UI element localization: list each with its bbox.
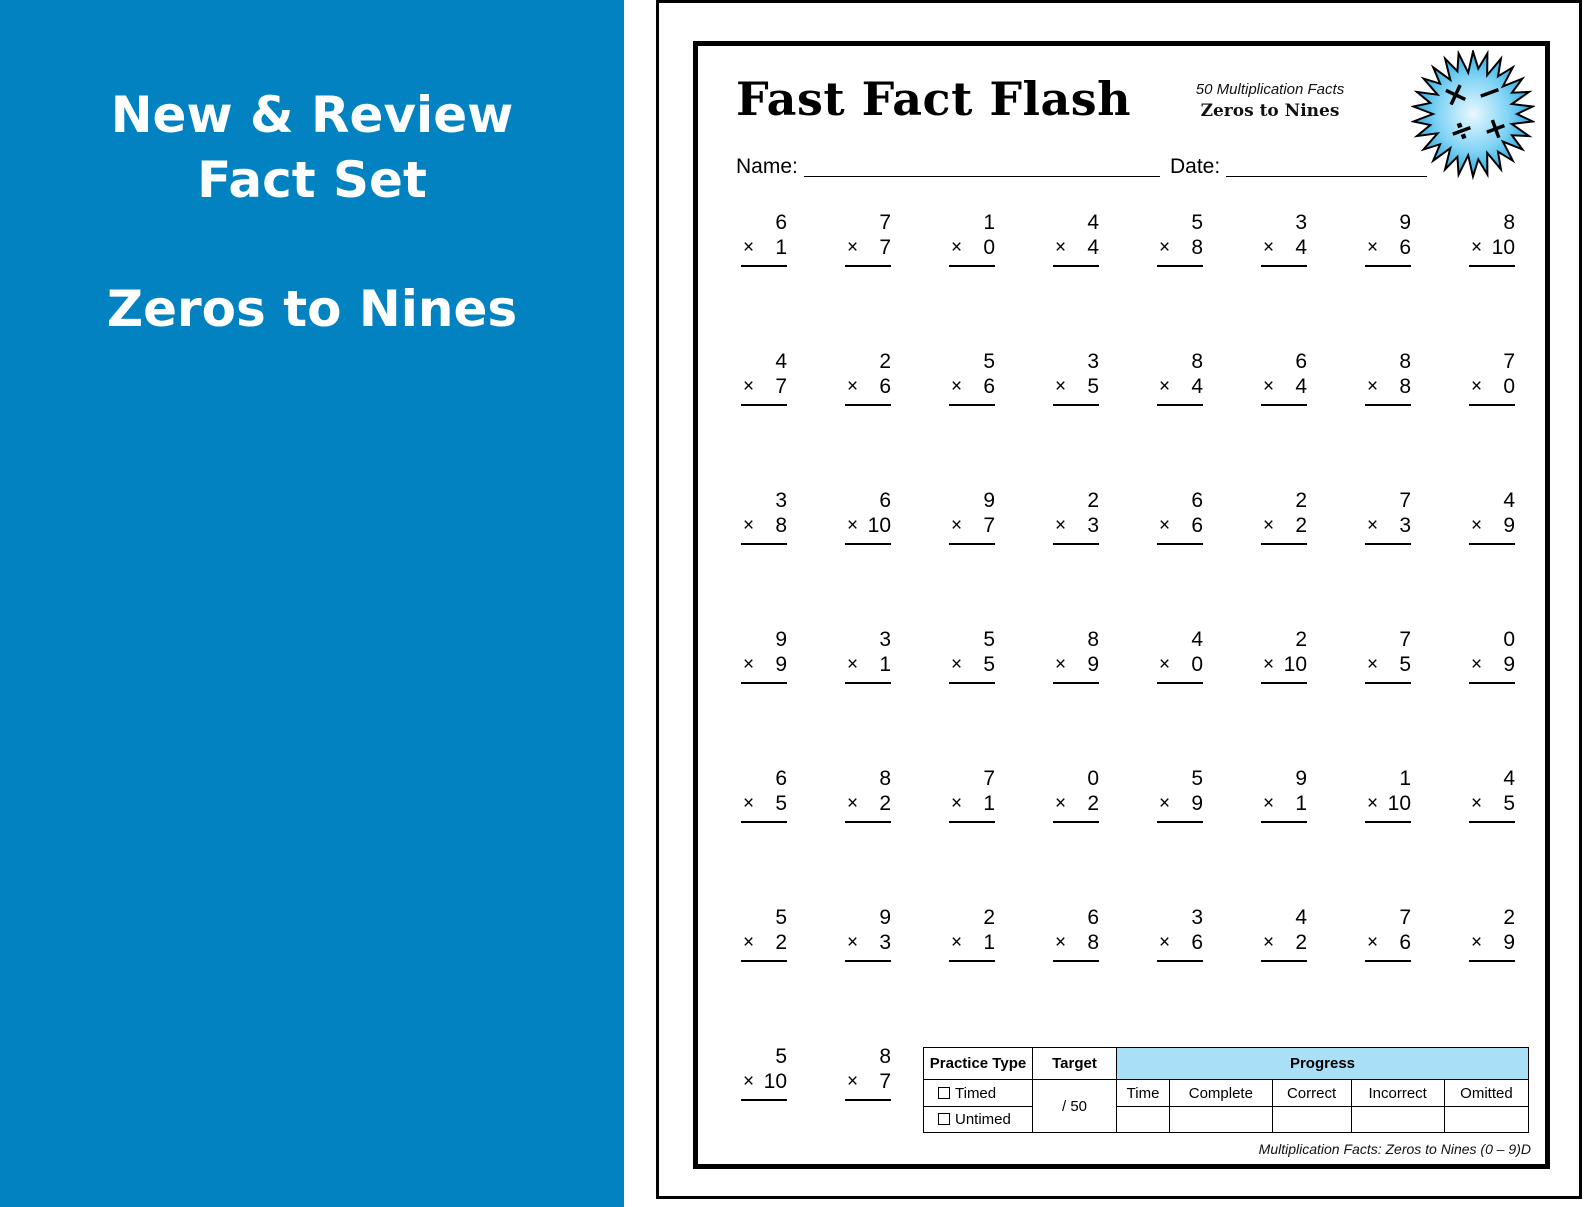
answer-line[interactable] [949, 821, 995, 823]
answer-line[interactable] [741, 1099, 787, 1101]
cover-heading-line2: Fact Set [197, 151, 427, 209]
multiplier: 6 [1399, 236, 1411, 259]
multiplier: 7 [879, 1070, 891, 1093]
multiplier: 10 [1283, 653, 1307, 676]
multiplier: 4 [1087, 236, 1099, 259]
multiplier: 2 [1295, 931, 1307, 954]
multiplier: 9 [1503, 931, 1515, 954]
multiplicand: 3 [879, 628, 891, 651]
times-glyph: × [1437, 74, 1474, 116]
answer-line[interactable] [1053, 682, 1099, 684]
answer-line[interactable] [1053, 404, 1099, 406]
multiplier: 8 [775, 514, 787, 537]
answer-line[interactable] [845, 404, 891, 406]
worksheet-border [693, 41, 1550, 1169]
divide-glyph: ÷ [1443, 110, 1480, 152]
multiplier: 9 [1191, 792, 1203, 815]
multiplicand: 9 [1399, 211, 1411, 234]
multiply-sign: × [951, 237, 963, 258]
answer-line[interactable] [1469, 821, 1515, 823]
answer-line[interactable] [949, 960, 995, 962]
multiplier: 9 [1503, 514, 1515, 537]
multiply-sign: × [1263, 654, 1275, 675]
cover-heading-line3: Zeros to Nines [106, 280, 518, 338]
multiply-sign: × [1471, 793, 1483, 814]
answer-line[interactable] [1261, 404, 1307, 406]
multiply-sign: × [847, 237, 859, 258]
multiply-sign: × [951, 654, 963, 675]
answer-line[interactable] [949, 265, 995, 267]
multiplier: 5 [775, 792, 787, 815]
progress-tracker [923, 1047, 1529, 1133]
multiplicand: 2 [983, 906, 995, 929]
answer-line[interactable] [1365, 543, 1411, 545]
answer-line[interactable] [949, 543, 995, 545]
multiply-sign: × [847, 654, 859, 675]
multiplicand: 5 [983, 628, 995, 651]
multiply-sign: × [1471, 654, 1483, 675]
multiplicand: 0 [1087, 767, 1099, 790]
answer-line[interactable] [741, 265, 787, 267]
multiplicand: 1 [1399, 767, 1411, 790]
answer-line[interactable] [1053, 821, 1099, 823]
multiplicand: 4 [1295, 906, 1307, 929]
multiply-sign: × [1263, 237, 1275, 258]
answer-line[interactable] [1053, 265, 1099, 267]
multiplicand: 4 [1087, 211, 1099, 234]
multiply-sign: × [847, 515, 859, 536]
multiplicand: 5 [1191, 211, 1203, 234]
multiplier: 3 [1087, 514, 1099, 537]
multiplicand: 6 [1087, 906, 1099, 929]
multiplicand: 6 [1295, 350, 1307, 373]
multiply-sign: × [1367, 654, 1379, 675]
multiplicand: 2 [1295, 628, 1307, 651]
multiplicand: 7 [1399, 906, 1411, 929]
multiplier: 5 [1503, 792, 1515, 815]
multiplier: 4 [1295, 375, 1307, 398]
math-burst-icon [1411, 50, 1535, 180]
multiply-sign: × [1471, 515, 1483, 536]
multiplicand: 7 [1399, 489, 1411, 512]
multiplicand: 8 [879, 767, 891, 790]
multiplicand: 7 [1503, 350, 1515, 373]
timed-option[interactable] [924, 1080, 1033, 1107]
multiply-sign: × [1159, 376, 1171, 397]
multiply-sign: × [1159, 654, 1171, 675]
multiply-sign: × [951, 932, 963, 953]
multiplier: 7 [775, 375, 787, 398]
multiply-sign: × [1055, 237, 1067, 258]
multiplier: 1 [1295, 792, 1307, 815]
multiplicand: 9 [1295, 767, 1307, 790]
multiply-sign: × [847, 793, 859, 814]
progress-col-time: Time [1117, 1080, 1170, 1107]
multiplier: 5 [983, 653, 995, 676]
progress-col-omitted: Omitted [1444, 1080, 1528, 1107]
timed-checkbox[interactable] [938, 1087, 950, 1099]
answer-line[interactable] [741, 404, 787, 406]
answer-line[interactable] [1053, 960, 1099, 962]
multiplier: 7 [879, 236, 891, 259]
multiply-sign: × [743, 515, 755, 536]
answer-line[interactable] [949, 404, 995, 406]
worksheet-footer: Multiplication Facts: Zeros to Nines (0 – 9)D [1258, 1141, 1531, 1157]
multiplicand: 7 [983, 767, 995, 790]
progress-col-complete: Complete [1170, 1080, 1273, 1107]
multiply-sign: × [847, 376, 859, 397]
name-label: Name: [736, 155, 798, 178]
multiplicand: 4 [1503, 767, 1515, 790]
multiplier: 10 [1491, 236, 1515, 259]
answer-line[interactable] [1261, 265, 1307, 267]
multiplier: 6 [879, 375, 891, 398]
multiplicand: 5 [1191, 767, 1203, 790]
practice-type-header: Practice Type [924, 1048, 1033, 1080]
multiply-sign: × [1367, 376, 1379, 397]
answer-line[interactable] [845, 265, 891, 267]
multiplicand: 6 [879, 489, 891, 512]
answer-line[interactable] [1157, 682, 1203, 684]
answer-line[interactable] [1157, 821, 1203, 823]
answer-line[interactable] [1261, 543, 1307, 545]
multiply-sign: × [951, 376, 963, 397]
multiply-sign: × [743, 1071, 755, 1092]
multiply-sign: × [1055, 376, 1067, 397]
multiplier: 10 [1387, 792, 1411, 815]
multiplicand: 4 [1191, 628, 1203, 651]
multiplicand: 2 [1503, 906, 1515, 929]
multiplier: 6 [983, 375, 995, 398]
answer-line[interactable] [1157, 265, 1203, 267]
multiplicand: 2 [1295, 489, 1307, 512]
correct-entry[interactable] [1272, 1107, 1351, 1133]
multiplicand: 6 [775, 767, 787, 790]
multiplier: 0 [983, 236, 995, 259]
answer-line[interactable] [741, 543, 787, 545]
multiplier: 6 [1191, 931, 1203, 954]
multiply-sign: × [743, 932, 755, 953]
multiplier: 10 [763, 1070, 787, 1093]
multiply-sign: × [1055, 515, 1067, 536]
multiply-sign: × [743, 654, 755, 675]
multiplicand: 3 [1295, 211, 1307, 234]
multiply-sign: × [1055, 932, 1067, 953]
omitted-entry[interactable] [1444, 1107, 1528, 1133]
multiplier: 2 [1087, 792, 1099, 815]
multiplicand: 8 [1503, 211, 1515, 234]
cover-panel [0, 0, 624, 1207]
multiplicand: 8 [1087, 628, 1099, 651]
multiplier: 2 [1295, 514, 1307, 537]
answer-line[interactable] [741, 682, 787, 684]
multiplier: 1 [983, 931, 995, 954]
untimed-label: Untimed [955, 1111, 1011, 1128]
multiply-sign: × [951, 793, 963, 814]
untimed-checkbox[interactable] [938, 1113, 950, 1125]
time-entry[interactable] [1117, 1107, 1170, 1133]
multiplicand: 3 [1087, 350, 1099, 373]
multiply-sign: × [1471, 932, 1483, 953]
answer-line[interactable] [1157, 543, 1203, 545]
target-value: / 50 [1033, 1080, 1117, 1133]
multiplier: 5 [1399, 653, 1411, 676]
multiplier: 6 [1191, 514, 1203, 537]
name-field[interactable] [804, 176, 1160, 177]
multiplicand: 4 [775, 350, 787, 373]
multiplicand: 1 [983, 211, 995, 234]
multiplier: 9 [1503, 653, 1515, 676]
multiply-sign: × [1055, 793, 1067, 814]
answer-line[interactable] [1365, 821, 1411, 823]
multiply-sign: × [1159, 237, 1171, 258]
progress-col-incorrect: Incorrect [1351, 1080, 1444, 1107]
multiply-sign: × [951, 515, 963, 536]
multiplier: 4 [1295, 236, 1307, 259]
answer-line[interactable] [1469, 960, 1515, 962]
plus-glyph: + [1477, 108, 1514, 150]
multiplicand: 5 [775, 1045, 787, 1068]
multiply-sign: × [1055, 654, 1067, 675]
multiply-sign: × [743, 793, 755, 814]
answer-line[interactable] [1469, 543, 1515, 545]
multiplier: 3 [879, 931, 891, 954]
minus-glyph: − [1471, 72, 1508, 114]
multiply-sign: × [847, 1071, 859, 1092]
multiply-sign: × [1159, 515, 1171, 536]
answer-line[interactable] [845, 543, 891, 545]
answer-line[interactable] [1053, 543, 1099, 545]
multiply-sign: × [1367, 237, 1379, 258]
multiply-sign: × [1367, 793, 1379, 814]
answer-line[interactable] [741, 960, 787, 962]
multiplicand: 6 [775, 211, 787, 234]
multiplicand: 6 [1191, 489, 1203, 512]
progress-col-correct: Correct [1272, 1080, 1351, 1107]
multiplicand: 0 [1503, 628, 1515, 651]
multiplier: 10 [867, 514, 891, 537]
multiplier: 8 [1191, 236, 1203, 259]
multiplier: 6 [1399, 931, 1411, 954]
multiplicand: 4 [1503, 489, 1515, 512]
multiply-sign: × [1263, 376, 1275, 397]
incorrect-entry[interactable] [1351, 1107, 1444, 1133]
answer-line[interactable] [845, 1099, 891, 1101]
untimed-option[interactable] [924, 1107, 1033, 1133]
multiplier: 8 [1087, 931, 1099, 954]
multiply-sign: × [1471, 376, 1483, 397]
multiplicand: 9 [879, 906, 891, 929]
worksheet-title: Fast Fact Flash [736, 72, 1132, 126]
answer-line[interactable] [1365, 682, 1411, 684]
multiplier: 2 [879, 792, 891, 815]
answer-line[interactable] [741, 821, 787, 823]
worksheet-fact-set: Zeros to Nines [1200, 101, 1340, 121]
multiplier: 0 [1503, 375, 1515, 398]
complete-entry[interactable] [1170, 1107, 1273, 1133]
answer-line[interactable] [1365, 960, 1411, 962]
answer-line[interactable] [845, 682, 891, 684]
answer-line[interactable] [1469, 682, 1515, 684]
answer-line[interactable] [1157, 960, 1203, 962]
answer-line[interactable] [1261, 682, 1307, 684]
multiplicand: 5 [775, 906, 787, 929]
multiply-sign: × [1263, 932, 1275, 953]
answer-line[interactable] [1469, 265, 1515, 267]
multiplier: 4 [1191, 375, 1203, 398]
multiplier: 1 [879, 653, 891, 676]
multiplier: 3 [1399, 514, 1411, 537]
multiplicand: 8 [1399, 350, 1411, 373]
multiply-sign: × [847, 932, 859, 953]
worksheet-subtitle: 50 Multiplication Facts [1195, 81, 1345, 98]
answer-line[interactable] [1365, 404, 1411, 406]
timed-label: Timed [955, 1084, 997, 1102]
multiplier: 9 [775, 653, 787, 676]
multiply-sign: × [1159, 793, 1171, 814]
target-header: Target [1033, 1048, 1117, 1080]
multiplicand: 9 [983, 489, 995, 512]
answer-line[interactable] [1261, 821, 1307, 823]
date-label: Date: [1170, 155, 1221, 178]
answer-line[interactable] [949, 682, 995, 684]
multiply-sign: × [1263, 515, 1275, 536]
cover-heading-line1: New & Review [110, 86, 514, 144]
multiply-sign: × [743, 237, 755, 258]
multiplier: 8 [1399, 375, 1411, 398]
multiplier: 7 [983, 514, 995, 537]
multiplicand: 8 [879, 1045, 891, 1068]
multiplier: 0 [1191, 653, 1203, 676]
multiplicand: 5 [983, 350, 995, 373]
multiplicand: 9 [775, 628, 787, 651]
multiply-sign: × [1471, 237, 1483, 258]
multiplicand: 7 [879, 211, 891, 234]
multiply-sign: × [743, 376, 755, 397]
multiplicand: 2 [1087, 489, 1099, 512]
multiplier: 9 [1087, 653, 1099, 676]
multiply-sign: × [1367, 515, 1379, 536]
answer-line[interactable] [1157, 404, 1203, 406]
answer-line[interactable] [845, 821, 891, 823]
multiplicand: 3 [1191, 906, 1203, 929]
answer-line[interactable] [1365, 265, 1411, 267]
answer-line[interactable] [1261, 960, 1307, 962]
multiplicand: 3 [775, 489, 787, 512]
multiplicand: 8 [1191, 350, 1203, 373]
multiply-sign: × [1263, 793, 1275, 814]
multiply-sign: × [1159, 932, 1171, 953]
progress-header: Progress [1117, 1048, 1529, 1080]
multiply-sign: × [1367, 932, 1379, 953]
multiplier: 1 [983, 792, 995, 815]
multiplicand: 2 [879, 350, 891, 373]
multiplier: 1 [775, 236, 787, 259]
date-field[interactable] [1226, 176, 1427, 177]
multiplier: 2 [775, 931, 787, 954]
multiplicand: 7 [1399, 628, 1411, 651]
answer-line[interactable] [1469, 404, 1515, 406]
answer-line[interactable] [845, 960, 891, 962]
multiplier: 5 [1087, 375, 1099, 398]
